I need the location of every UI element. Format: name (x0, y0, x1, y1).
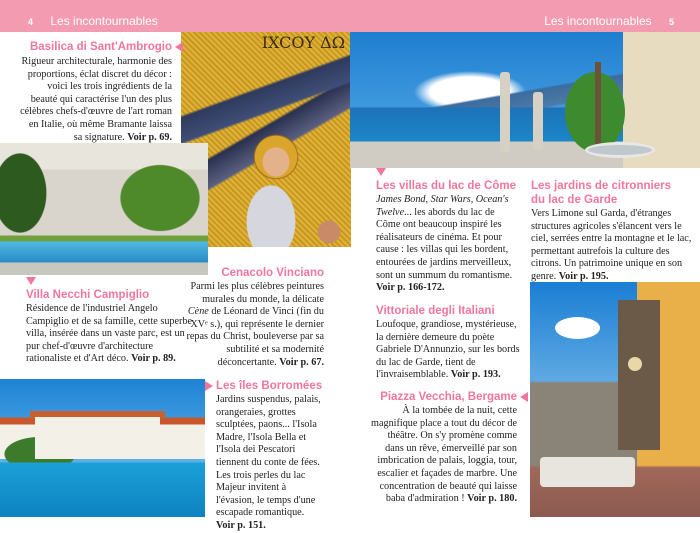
mosaic-inscription: IXCOΥ ΔΩ (261, 33, 345, 52)
fountain-shape (540, 457, 635, 487)
entry-text: Vers Limone sul Garda, d'étranges structures agricoles s'élancent vers le ciel, serrées entre la montagne et le lac, permettant autrefois la culture des citrons. Un patrimoine unique en son genre. Voir p. 195. (531, 208, 692, 282)
entry-title: Les villas du lac de Côme (376, 180, 516, 192)
photo-piazza-vecchia (530, 282, 700, 517)
palm-trunk-shape (595, 62, 601, 152)
header-left (28, 14, 158, 28)
entry-vittoriale (376, 304, 524, 382)
entry-title: Piazza Vecchia, Bergame (370, 390, 528, 404)
column-shape (533, 92, 543, 150)
right-arrow-icon (205, 381, 213, 391)
down-arrow-icon (376, 168, 386, 176)
page-reference: Voir p. 89. (131, 353, 176, 365)
entry-text: Jardins suspendus, palais, orangeraies, grottes sculptées, paons... l'Isola Madre, l'Isola Bella et l'Isola dei Pescatori tiennent du conte de fées. Les trois perles du lac Majeur invitent à l'évasion, le temps d'une escapade romantique. Voir p. 151. (216, 394, 321, 531)
entry-title: Villa Necchi Campiglio (26, 289, 150, 301)
entry-title: Les îles Borromées (205, 379, 325, 393)
page-reference: Voir p. 67. (279, 356, 324, 368)
entry-villa-necchi (26, 277, 196, 366)
photo-isola-bella (0, 379, 205, 517)
palace-shape (35, 417, 160, 459)
entry-title: Basilica di Sant'Ambrogio (20, 40, 183, 54)
entry-piazza-vecchia (370, 390, 528, 506)
entry-villas-lac-come (376, 168, 516, 295)
entry-iles-borromees (205, 379, 325, 533)
page-reference: Voir p. 151. (216, 519, 266, 531)
entry-sant-ambrogio (20, 40, 183, 144)
page-header (0, 0, 700, 32)
entry-title: Vittoriale degli Italiani (376, 305, 495, 317)
photo-lake-como-villa (350, 32, 700, 168)
entry-title: Les jardins de citronniers du lac de Garde (531, 180, 671, 206)
page-number-right: 5 (668, 17, 674, 27)
running-title-right: Les incontournables (544, 14, 652, 28)
running-title-left: Les incontournables (50, 14, 158, 28)
tower-shape (618, 300, 660, 450)
entry-text: Loufoque, grandiose, mystérieuse, la dernière demeure du poète Gabriele D'Annunzio, sur les bords du lac de Garde, tient de l'invraisemblable. Voir p. 193. (376, 319, 520, 381)
page-reference: Voir p. 166-172. (376, 282, 445, 294)
entry-title: Cenacolo Vinciano (221, 267, 324, 279)
column-shape (500, 72, 510, 152)
page-reference: Voir p. 180. (467, 493, 517, 505)
entry-text: À la tombée de la nuit, cette magnifique place a tout du décor de théâtre. On s'y promène comme dans un rêve, émerveillé par son imbrication de palais, loggia, tour, escalier et façades de marbre. Une concentration de beauté qui laisse baba d'admiration ! Voir p. 180. (371, 405, 517, 505)
entry-text: Résidence de l'industriel Angelo Campiglio et de sa famille, cette superbe villa, insérée dans un vaste parc, est un pur chef-d'œuvre d'architecture rationaliste et d'Art déco. Voir p. 89. (26, 303, 193, 365)
left-arrow-icon (175, 42, 183, 52)
fountain-shape (585, 142, 655, 158)
header-right (544, 14, 674, 28)
entry-cenacolo (182, 266, 324, 369)
entry-jardins-citronniers (531, 179, 693, 284)
down-arrow-icon (26, 277, 36, 285)
page-reference: Voir p. 195. (558, 270, 609, 282)
page-reference: Voir p. 69. (127, 131, 172, 143)
page-reference: Voir p. 193. (450, 369, 501, 381)
entry-text: Rigueur architecturale, harmonie des proportions, éclat discret du décor : voici les trois ingrédients de la beauté qui caractérise l'un des plus célèbres chefs-d'œuvre de l'art roman en Italie, où même Bramante laissa sa signature. Voir p. 69. (20, 56, 172, 143)
clock-shape (628, 357, 642, 371)
entry-text: Parmi les plus célèbres peintures murales du monde, la délicate Cène de Léonard de Vinci (fin du XVᵉ s.), qui représente le dernier repas du Christ, bouleverse par sa subtilité et sa modernité déconcertante. Voir p. 67. (186, 281, 324, 368)
cloud-shape (555, 317, 600, 339)
entry-text: James Bond, Star Wars, Ocean's Twelve... les abords du lac de Côme ont beaucoup inspiré les réalisateurs de cinéma. Et pour cause : les villas qui les bordent, entourées de jardins merveilleux, sont un summum du romantisme. Voir p. 166-172. (376, 194, 513, 294)
left-arrow-icon (520, 392, 528, 402)
photo-villa-necchi (0, 143, 208, 275)
page-number-left: 4 (28, 17, 34, 27)
